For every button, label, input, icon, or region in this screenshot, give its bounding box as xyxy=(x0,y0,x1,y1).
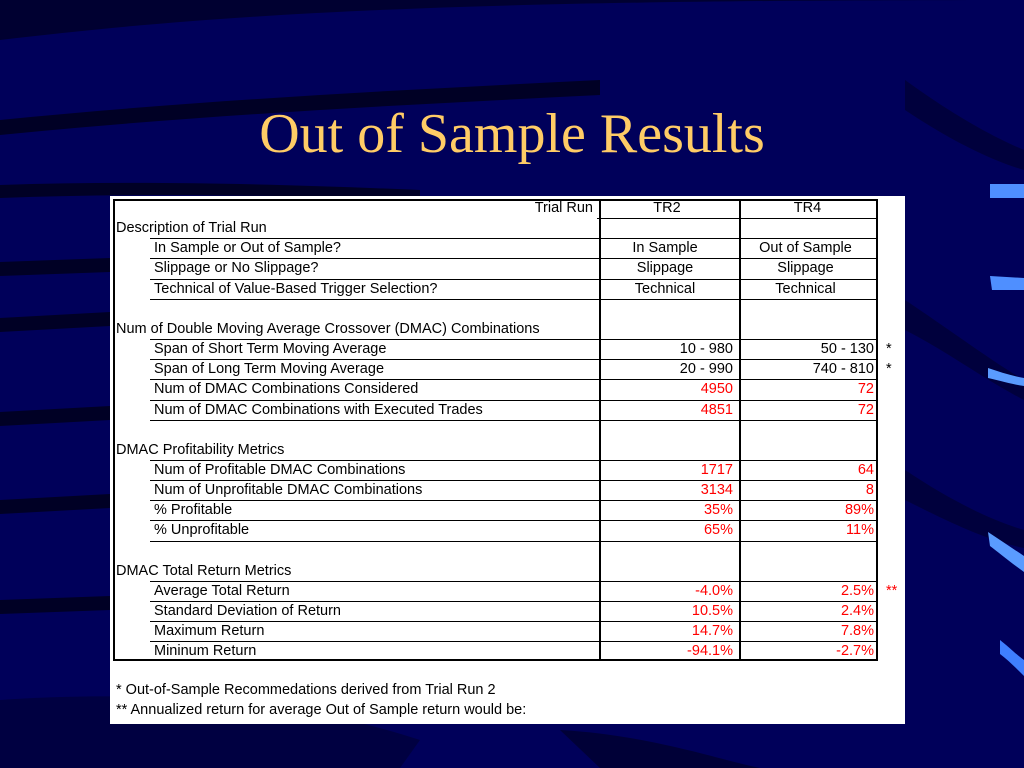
footnote: * Out-of-Sample Recommedations derived from Trial Run 2 xyxy=(116,682,496,698)
row-label: Maximum Return xyxy=(154,623,265,640)
section-heading: Num of Double Moving Average Crossover (DMAC) Combinations xyxy=(116,320,540,337)
tr4-value: 8 xyxy=(865,482,874,499)
tr4-value: 740 - 810 xyxy=(812,361,874,378)
header-divider xyxy=(597,218,878,219)
tr4-value: Slippage xyxy=(777,260,834,277)
section-heading: Description of Trial Run xyxy=(116,220,267,237)
tr2-value: -4.0% xyxy=(695,582,733,599)
slide-title: Out of Sample Results xyxy=(259,103,765,165)
section-heading: DMAC Total Return Metrics xyxy=(116,562,292,579)
row-label: Num of DMAC Combinations Considered xyxy=(154,381,419,398)
row-label: Num of Profitable DMAC Combinations xyxy=(154,461,406,478)
row-label: Num of DMAC Combinations with Executed Trades xyxy=(154,401,483,418)
header-tr4: TR4 xyxy=(793,200,822,216)
row-label: Standard Deviation of Return xyxy=(154,603,341,619)
tr2-value: 10 - 980 xyxy=(679,341,733,358)
tr2-value: 1717 xyxy=(700,461,733,478)
tr2-value: Slippage xyxy=(636,260,694,277)
tr4-value: Technical xyxy=(775,280,836,297)
tr2-value: In Sample xyxy=(632,240,698,257)
tr4-value: 64 xyxy=(857,461,874,478)
row-label: Mininum Return xyxy=(154,643,257,660)
row-divider xyxy=(150,541,878,542)
tr4-value: 2.4% xyxy=(840,603,874,619)
row-label: % Unprofitable xyxy=(154,522,250,539)
row-label: Num of Unprofitable DMAC Combinations xyxy=(154,482,423,499)
tr2-value: -94.1% xyxy=(687,643,733,660)
tr4-value: 7.8% xyxy=(840,623,874,640)
tr4-value: 11% xyxy=(846,522,874,539)
tr2-value: 65% xyxy=(703,522,733,539)
tr2-value: 3134 xyxy=(700,482,733,499)
section-heading: DMAC Profitability Metrics xyxy=(116,441,285,458)
tr4-value: 2.5% xyxy=(840,582,874,599)
footnote: ** Annualized return for average Out of Sample return would be: xyxy=(116,702,527,718)
tr4-value: 89% xyxy=(844,502,874,519)
row-label: Average Total Return xyxy=(154,582,290,599)
footnote-marker: * xyxy=(886,361,892,378)
tr2-value: 4950 xyxy=(700,381,733,398)
footnote-marker: * xyxy=(886,341,892,358)
tr4-value: Out of Sample xyxy=(759,240,852,257)
tr2-value: 14.7% xyxy=(691,623,733,640)
row-label: Technical of Value-Based Trigger Selection? xyxy=(154,280,438,297)
row-label: In Sample or Out of Sample? xyxy=(154,240,341,257)
tr2-value: 35% xyxy=(703,502,733,519)
tr4-value: 50 - 130 xyxy=(820,341,874,358)
tr2-value: 10.5% xyxy=(691,603,733,619)
header-tr2: TR2 xyxy=(653,200,681,216)
row-divider xyxy=(150,299,878,300)
row-label: % Profitable xyxy=(154,502,233,519)
tr2-value: 20 - 990 xyxy=(679,361,733,378)
row-label: Span of Long Term Moving Average xyxy=(154,361,385,378)
tr2-value: 4851 xyxy=(700,401,733,418)
row-divider xyxy=(150,420,878,421)
row-label: Span of Short Term Moving Average xyxy=(154,341,387,358)
header-trial-run-label: Trial Run xyxy=(534,200,593,216)
tr4-value: 72 xyxy=(857,381,874,398)
tr4-value: -2.7% xyxy=(836,643,874,660)
footnote-marker: ** xyxy=(886,582,898,599)
row-label: Slippage or No Slippage? xyxy=(154,260,319,277)
tr4-value: 72 xyxy=(857,401,874,418)
tr2-value: Technical xyxy=(634,280,696,297)
results-table xyxy=(110,196,905,724)
